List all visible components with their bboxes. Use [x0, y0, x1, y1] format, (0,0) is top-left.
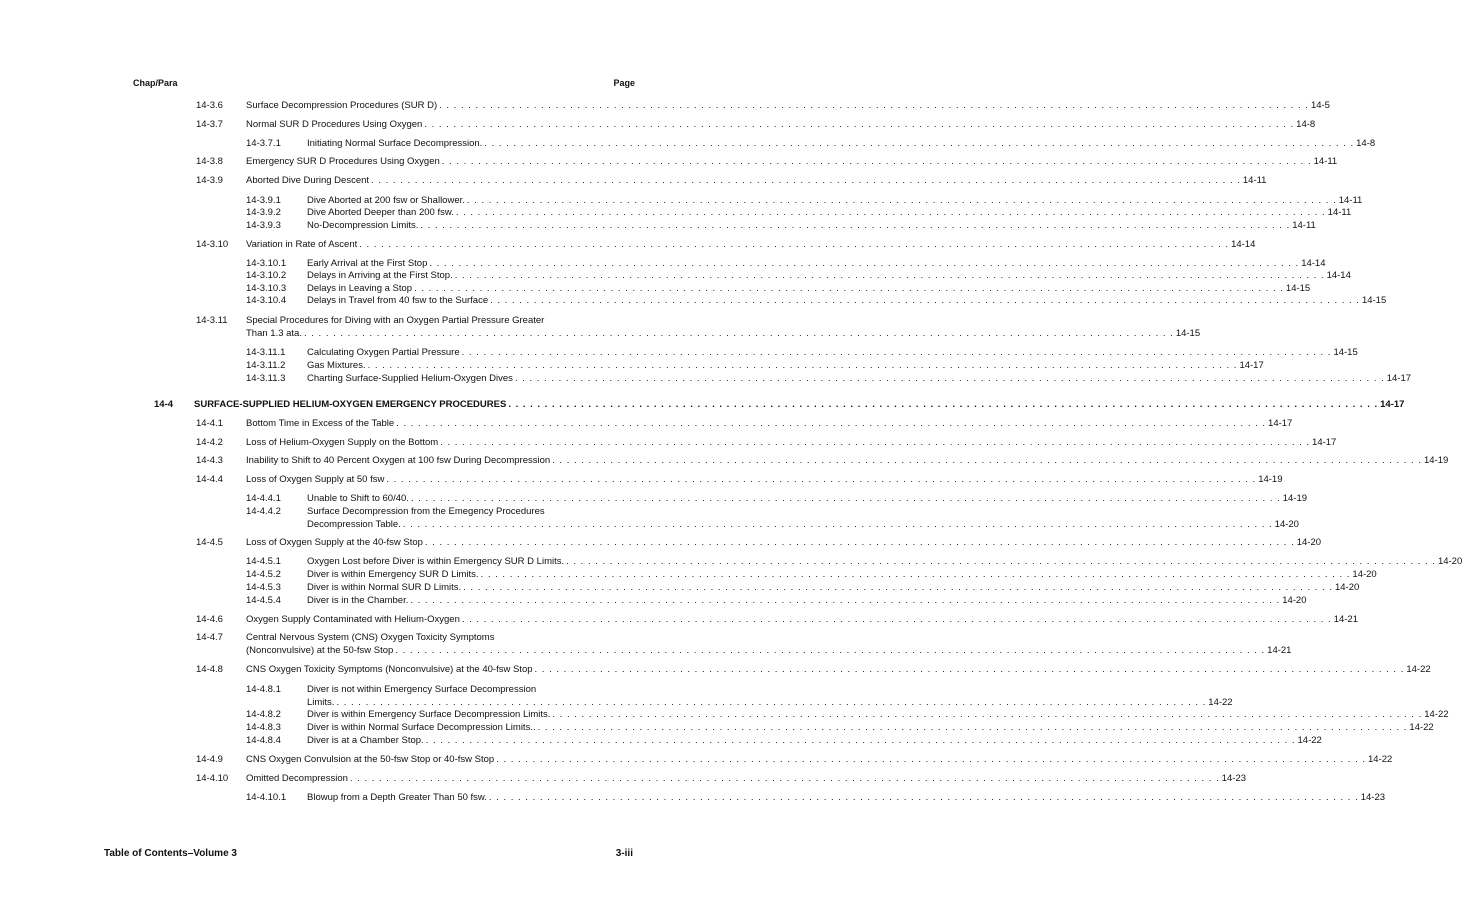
- toc-entry-page: 14-23: [1360, 792, 1386, 803]
- toc-entry-number: 14-3.11.2: [246, 360, 286, 371]
- dot-leader: . . . . . . . . . . . . . . . . . . . . . . . . . . . . . . . . . . . . . . . . . . . . . . . . . . . . . . . . . . . . . . . . . . . . . . . . . . . . . . . . . . . . . . . . . . . . . . . . . . . . . . . . . . . . . . . . . . . . . . . .: [402, 519, 1273, 530]
- toc-entry-number: 14-4.5: [196, 537, 223, 548]
- toc-entry-page: 14-20: [1437, 556, 1462, 567]
- dot-leader: . . . . . . . . . . . . . . . . . . . . . . . . . . . . . . . . . . . . . . . . . . . . . . . . . . . . . . . . . . . . . . . . . . . . . . . . . . . . . . . . . . . . . . . . . . . . . . . . . . . . . . . . . . . . . . . . . . . . . . . .: [461, 347, 1332, 358]
- header-page: Page: [613, 78, 635, 88]
- dot-leader: . . . . . . . . . . . . . . . . . . . . . . . . . . . . . . . . . . . . . . . . . . . . . . . . . . . . . . . . . . . . . . . . . . . . . . . . . . . . . . . . . . . . . . . . . . . . . . . . . . . . . . . . . . . . . . . . . . . . . . . .: [566, 556, 1436, 567]
- dot-leader: . . . . . . . . . . . . . . . . . . . . . . . . . . . . . . . . . . . . . . . . . . . . . . . . . . . . . . . . . . . . . . . . . . . . . . . . . . . . . . . . . . . . . . . . . . . . . . . . . . . . . . . . . . . . . . . . . . . . . . . .: [414, 283, 1284, 294]
- toc-entry-number: 14-4.4.1: [246, 493, 281, 504]
- dot-leader: . . . . . . . . . . . . . . . . . . . . . . . . . . . . . . . . . . . . . . . . . . . . . . . . . . . . . . . . . . . . . . . . . . . . . . . . . . . . . . . . . . . . . . . . . . . . . . . . . . . . . . . . . . . . . . . . . . . . . . . .: [484, 138, 1355, 149]
- dot-leader: . . . . . . . . . . . . . . . . . . . . . . . . . . . . . . . . . . . . . . . . . . . . . . . . . . . . . . . . . . . . . . . . . . . . . . . . . . . . . . . . . . . . . . . . . . . . . . . . . . . . . . . . . . . . . . . . . . . . . . . .: [371, 175, 1241, 186]
- toc-entry-number: 14-4.8.3: [246, 722, 281, 733]
- toc-entry-page: 14-22: [1297, 735, 1322, 746]
- toc-entry-title: CNS Oxygen Convulsion at the 50-fsw Stop or 40-fsw Stop: [246, 754, 495, 765]
- toc-entry-title: Delays in Travel from 40 fsw to the Surface: [307, 295, 489, 306]
- toc-entry: [0, 722, 1434, 735]
- toc-entry-number: 14-3.9: [196, 175, 223, 186]
- toc-entry-title: Delays in Arriving at the First Stop.: [307, 270, 453, 281]
- toc-entry-page: 14-5: [1310, 100, 1330, 111]
- toc-entry-page: 14-17: [1386, 373, 1412, 384]
- toc-entry: [0, 100, 1330, 113]
- toc-entry-page: 14-15: [1361, 295, 1387, 306]
- toc-entry: [0, 220, 1316, 233]
- toc-entry-page: 14-20: [1296, 537, 1322, 548]
- toc-entry-number: 14-3.10.4: [246, 295, 287, 306]
- toc-entry-title: Variation in Rate of Ascent: [246, 239, 358, 250]
- toc-entry-page: 14-21: [1267, 645, 1292, 656]
- toc-entry-page: 14-11: [1292, 220, 1316, 231]
- dot-leader: . . . . . . . . . . . . . . . . . . . . . . . . . . . . . . . . . . . . . . . . . . . . . . . . . . . . . . . . . . . . . . . . . . . . . . . . . . . . . . . . . . . . . . . . . . . . . . . . . . . . . . . . . . . . . . . . . . . . . . . .: [303, 328, 1174, 339]
- dot-leader: . . . . . . . . . . . . . . . . . . . . . . . . . . . . . . . . . . . . . . . . . . . . . . . . . . . . . . . . . . . . . . . . . . . . . . . . . . . . . . . . . . . . . . . . . . . . . . . . . . . . . . . . . . . . . . . . . . . . . . . .: [420, 220, 1291, 231]
- toc-entry: [0, 399, 1405, 412]
- toc-entry-number: 14-4.10.1: [246, 792, 287, 803]
- toc-entry-number: 14-4.8: [196, 664, 223, 675]
- toc-entry: [0, 207, 1352, 220]
- toc-entry: [0, 156, 1338, 169]
- toc-entry-title: Normal SUR D Procedures Using Oxygen: [246, 119, 423, 130]
- toc-entry-number: 14-3.10.1: [246, 258, 287, 269]
- toc-entry-title: Limits.: [307, 697, 335, 708]
- toc-entry-title: Unable to Shift to 60/40.: [307, 493, 409, 504]
- dot-leader: . . . . . . . . . . . . . . . . . . . . . . . . . . . . . . . . . . . . . . . . . . . . . . . . . . . . . . . . . . . . . . . . . . . . . . . . . . . . . . . . . . . . . . . . . . . . . . . . . . . . . . . . . . . . . . . . . . . . . . . .: [463, 582, 1333, 593]
- toc-entry-number: 14-4.5.1: [246, 556, 281, 567]
- toc-entry: [0, 664, 1431, 677]
- toc-entry: [0, 792, 1386, 805]
- toc-entry-title: Diver is in the Chamber.: [307, 595, 409, 606]
- toc-entry: [0, 455, 1449, 468]
- toc-entry-number: 14-3.9.3: [246, 220, 281, 231]
- toc-entry-page: 14-17: [1380, 399, 1405, 410]
- dot-leader: . . . . . . . . . . . . . . . . . . . . . . . . . . . . . . . . . . . . . . . . . . . . . . . . . . . . . . . . . . . . . . . . . . . . . . . . . . . . . . . . . . . . . . . . . . . . . . . . . . . . . . . . . . . . . . . . . . . . . . . .: [439, 100, 1309, 111]
- toc-entry-page: 14-14: [1231, 239, 1256, 250]
- toc-entry-page: 14-17: [1268, 418, 1293, 429]
- toc-entry: [0, 119, 1316, 132]
- toc-entry-number: 14-3.11.1: [246, 347, 286, 358]
- toc-entry-page: 14-14: [1301, 258, 1326, 269]
- toc-entry-title: Diver is within Normal SUR D Limits.: [307, 582, 462, 593]
- dot-leader: . . . . . . . . . . . . . . . . . . . . . . . . . . . . . . . . . . . . . . . . . . . . . . . . . . . . . . . . . . . . . . . . . . . . . . . . . . . . . . . . . . . . . . . . . . . . . . . . . . . . . . . . . . . . . . . . . . . . . . . .: [514, 373, 1385, 384]
- toc-entry: [0, 474, 1283, 487]
- toc-entry: [0, 295, 1387, 308]
- toc-entry-page: 14-22: [1409, 722, 1434, 733]
- dot-leader: . . . . . . . . . . . . . . . . . . . . . . . . . . . . . . . . . . . . . . . . . . . . . . . . . . . . . . . . . . . . . . . . . . . . . . . . . . . . . . . . . . . . . . . . . . . . . . . . . . . . . . . . . . . . . . . . . . . . . . . .: [424, 537, 1295, 548]
- toc-entry-page: 14-22: [1424, 709, 1449, 720]
- toc-entry-page: 14-20: [1334, 582, 1360, 593]
- toc-entry-page: 14-15: [1333, 347, 1358, 358]
- toc-entry-title: Bottom Time in Excess of the Table: [246, 418, 395, 429]
- toc-entry-title: Dive Aborted Deeper than 200 fsw.: [307, 207, 454, 218]
- dot-leader: . . . . . . . . . . . . . . . . . . . . . . . . . . . . . . . . . . . . . . . . . . . . . . . . . . . . . . . . . . . . . . . . . . . . . . . . . . . . . . . . . . . . . . . . . . . . . . . . . . . . . . . . . . . . . . . . . . . . . . . .: [410, 493, 1281, 504]
- toc-entry-title: Than 1.3 ata.: [246, 328, 302, 339]
- toc-entry-title: Inability to Shift to 40 Percent Oxygen at 100 fsw During Decompression: [246, 455, 551, 466]
- toc-entry-number: 14-4.5.2: [246, 569, 281, 580]
- toc-entry: [0, 347, 1358, 360]
- toc-entry-page: 14-15: [1175, 328, 1201, 339]
- toc-entry-title: Initiating Normal Surface Decompression.: [307, 138, 483, 149]
- dot-leader: . . . . . . . . . . . . . . . . . . . . . . . . . . . . . . . . . . . . . . . . . . . . . . . . . . . . . . . . . . . . . . . . . . . . . . . . . . . . . . . . . . . . . . . . . . . . . . . . . . . . . . . . . . . . . . . . . . . . . . . .: [424, 119, 1295, 130]
- toc-entry-title: Diver is at a Chamber Stop.: [307, 735, 424, 746]
- toc-entry-page: 14-19: [1423, 455, 1449, 466]
- toc-entry-number: 14-3.11: [196, 315, 228, 326]
- toc-entry: [0, 582, 1360, 595]
- toc-entry-page: 14-11: [1338, 195, 1363, 206]
- dot-leader: . . . . . . . . . . . . . . . . . . . . . . . . . . . . . . . . . . . . . . . . . . . . . . . . . . . . . . . . . . . . . . . . . . . . . . . . . . . . . . . . . . . . . . . . . . . . . . . . . . . . . . . . . . . . . . . . . . . . . . . .: [410, 595, 1281, 606]
- toc-entry-title: Surface Decompression Procedures (SUR D): [246, 100, 438, 111]
- dot-leader: . . . . . . . . . . . . . . . . . . . . . . . . . . . . . . . . . . . . . . . . . . . . . . . . . . . . . . . . . . . . . . . . . . . . . . . . . . . . . . . . . . . . . . . . . . . . . . . . . . . . . . . . . . . . . . . . . . . . . . . .: [534, 664, 1405, 675]
- toc-entry-page: 14-23: [1221, 773, 1247, 784]
- dot-leader: . . . . . . . . . . . . . . . . . . . . . . . . . . . . . . . . . . . . . . . . . . . . . . . . . . . . . . . . . . . . . . . . . . . . . . . . . . . . . . . . . . . . . . . . . . . . . . . . . . . . . . . . . . . . . . . . . . . . . . . .: [508, 399, 1379, 410]
- toc-entry-page: 14-8: [1296, 119, 1316, 130]
- dot-leader: . . . . . . . . . . . . . . . . . . . . . . . . . . . . . . . . . . . . . . . . . . . . . . . . . . . . . . . . . . . . . . . . . . . . . . . . . . . . . . . . . . . . . . . . . . . . . . . . . . . . . . . . . . . . . . . . . . . . . . . .: [490, 295, 1360, 306]
- toc-entry-page: 14-17: [1239, 360, 1264, 371]
- toc-entry-title: Loss of Oxygen Supply at 50 fsw: [246, 474, 385, 485]
- toc-entry-number: 14-3.7.1: [246, 138, 281, 149]
- toc-entry-page: 14-19: [1258, 474, 1283, 485]
- toc-entry: [0, 418, 1293, 431]
- toc-entry: [0, 709, 1449, 722]
- dot-leader: . . . . . . . . . . . . . . . . . . . . . . . . . . . . . . . . . . . . . . . . . . . . . . . . . . . . . . . . . . . . . . . . . . . . . . . . . . . . . . . . . . . . . . . . . . . . . . . . . . . . . . . . . . . . . . . . . . . . . . . .: [429, 258, 1300, 269]
- toc-entry-page: 14-17: [1312, 437, 1337, 448]
- toc-entry-title: Loss of Helium-Oxygen Supply on the Bottom: [246, 437, 439, 448]
- toc-entry-page: 14-22: [1208, 697, 1233, 708]
- toc-entry-number: 14-3.9.2: [246, 207, 281, 218]
- dot-leader: . . . . . . . . . . . . . . . . . . . . . . . . . . . . . . . . . . . . . . . . . . . . . . . . . . . . . . . . . . . . . . . . . . . . . . . . . . . . . . . . . . . . . . . . . . . . . . . . . . . . . . . . . . . . . . . . . . . . . . . .: [480, 569, 1351, 580]
- toc-entry-number: 14-4.5.4: [246, 595, 281, 606]
- toc-entry-page: 14-11: [1327, 207, 1352, 218]
- toc-entry-number: 14-3.10.3: [246, 283, 287, 294]
- toc-entry-title: Omitted Decompression: [246, 773, 348, 784]
- toc-entry-page: 14-14: [1326, 270, 1351, 281]
- toc-entry-number: 14-3.6: [196, 100, 223, 111]
- toc-entry-number: 14-3.11.3: [246, 373, 286, 384]
- toc-entry-title: Decompression Table.: [307, 519, 401, 530]
- dot-leader: . . . . . . . . . . . . . . . . . . . . . . . . . . . . . . . . . . . . . . . . . . . . . . . . . . . . . . . . . . . . . . . . . . . . . . . . . . . . . . . . . . . . . . . . . . . . . . . . . . . . . . . . . . . . . . . . . . . . . . . .: [455, 207, 1326, 218]
- toc-entry-title: SURFACE-SUPPLIED HELIUM-OXYGEN EMERGENCY PROCEDURES: [194, 399, 507, 410]
- toc-entry-title: Oxygen Supply Contaminated with Helium-Oxygen: [246, 614, 460, 625]
- toc-entry-number: 14-4.4: [196, 474, 223, 485]
- toc-entry: [0, 684, 1233, 710]
- toc-entry-number: 14-4.4.2: [246, 506, 281, 517]
- toc-entry-page: 14-15: [1285, 283, 1311, 294]
- toc-entry-title: Diver is within Normal Surface Decompression Limits..: [307, 722, 536, 733]
- toc-entry-number: 14-3.7: [196, 119, 223, 130]
- toc-entry: [0, 595, 1307, 608]
- toc-entry: [0, 506, 1299, 532]
- toc-entry-number: 14-3.10.2: [246, 270, 287, 281]
- toc-entry-title: Diver is within Emergency Surface Decompression Limits.: [307, 709, 551, 720]
- dot-leader: . . . . . . . . . . . . . . . . . . . . . . . . . . . . . . . . . . . . . . . . . . . . . . . . . . . . . . . . . . . . . . . . . . . . . . . . . . . . . . . . . . . . . . . . . . . . . . . . . . . . . . . . . . . . . . . . . . . . . . . .: [552, 455, 1422, 466]
- toc-entry-title: Loss of Oxygen Supply at the 40-fsw Stop: [246, 537, 423, 548]
- toc-entry-title-line1: Diver is not within Emergency Surface Decompression: [307, 684, 537, 695]
- toc-entry: [0, 175, 1267, 188]
- toc-entry-page: 14-20: [1282, 595, 1307, 606]
- dot-leader: . . . . . . . . . . . . . . . . . . . . . . . . . . . . . . . . . . . . . . . . . . . . . . . . . . . . . . . . . . . . . . . . . . . . . . . . . . . . . . . . . . . . . . . . . . . . . . . . . . . . . . . . . . . . . . . . . . . . . . . .: [552, 709, 1423, 720]
- dot-leader: . . . . . . . . . . . . . . . . . . . . . . . . . . . . . . . . . . . . . . . . . . . . . . . . . . . . . . . . . . . . . . . . . . . . . . . . . . . . . . . . . . . . . . . . . . . . . . . . . . . . . . . . . . . . . . . . . . . . . . . .: [396, 418, 1267, 429]
- dot-leader: . . . . . . . . . . . . . . . . . . . . . . . . . . . . . . . . . . . . . . . . . . . . . . . . . . . . . . . . . . . . . . . . . . . . . . . . . . . . . . . . . . . . . . . . . . . . . . . . . . . . . . . . . . . . . . . . . . . . . . . .: [359, 239, 1230, 250]
- toc-entry-number: 14-4.8.1: [246, 684, 281, 695]
- toc-entry: [0, 632, 1292, 658]
- toc-entry: [0, 373, 1412, 386]
- toc-entry: [0, 614, 1358, 627]
- dot-leader: . . . . . . . . . . . . . . . . . . . . . . . . . . . . . . . . . . . . . . . . . . . . . . . . . . . . . . . . . . . . . . . . . . . . . . . . . . . . . . . . . . . . . . . . . . . . . . . . . . . . . . . . . . . . . . . . . . . . . . . .: [488, 792, 1359, 803]
- toc-entry-page: 14-20: [1352, 569, 1377, 580]
- toc-entry-number: 14-4.8.4: [246, 735, 281, 746]
- dot-leader: . . . . . . . . . . . . . . . . . . . . . . . . . . . . . . . . . . . . . . . . . . . . . . . . . . . . . . . . . . . . . . . . . . . . . . . . . . . . . . . . . . . . . . . . . . . . . . . . . . . . . . . . . . . . . . . . . . . . . . . .: [425, 735, 1296, 746]
- toc-entry: [0, 773, 1247, 786]
- toc-entry-title-line1: Surface Decompression from the Emegency Procedures: [307, 506, 545, 517]
- toc-entry: [0, 270, 1351, 283]
- toc-entry-number: 14-4.3: [196, 455, 223, 466]
- toc-entry-page: 14-21: [1333, 614, 1358, 625]
- toc-entry: [0, 569, 1377, 582]
- toc-entry-number: 14-4.7: [196, 632, 223, 643]
- toc-entry-title-line1: Special Procedures for Diving with an Oxygen Partial Pressure Greater: [246, 315, 545, 326]
- toc-entry-number: 14-4.1: [196, 418, 223, 429]
- toc-entry: [0, 239, 1256, 252]
- toc-entry-title-line1: Central Nervous System (CNS) Oxygen Toxicity Symptoms: [246, 632, 495, 643]
- toc-entry-title: Gas Mixtures.: [307, 360, 366, 371]
- toc-entry-page: 14-8: [1356, 138, 1376, 149]
- toc-entry-title: Blowup from a Depth Greater Than 50 fsw.: [307, 792, 487, 803]
- dot-leader: . . . . . . . . . . . . . . . . . . . . . . . . . . . . . . . . . . . . . . . . . . . . . . . . . . . . . . . . . . . . . . . . . . . . . . . . . . . . . . . . . . . . . . . . . . . . . . . . . . . . . . . . . . . . . . . . . . . . . . . .: [461, 614, 1332, 625]
- toc-entry-title: Diver is within Emergency SUR D Limits.: [307, 569, 479, 580]
- dot-leader: . . . . . . . . . . . . . . . . . . . . . . . . . . . . . . . . . . . . . . . . . . . . . . . . . . . . . . . . . . . . . . . . . . . . . . . . . . . . . . . . . . . . . . . . . . . . . . . . . . . . . . . . . . . . . . . . . . . . . . . .: [454, 270, 1325, 281]
- toc-entry-title: CNS Oxygen Toxicity Symptoms (Nonconvulsive) at the 40-fsw Stop: [246, 664, 533, 675]
- toc-entry-page: 14-22: [1368, 754, 1393, 765]
- toc-entry-number: 14-4: [154, 399, 174, 410]
- header-chap-para: Chap/Para: [133, 78, 178, 88]
- dot-leader: . . . . . . . . . . . . . . . . . . . . . . . . . . . . . . . . . . . . . . . . . . . . . . . . . . . . . . . . . . . . . . . . . . . . . . . . . . . . . . . . . . . . . . . . . . . . . . . . . . . . . . . . . . . . . . . . . . . . . . . .: [441, 156, 1312, 167]
- toc-entry: [0, 315, 1201, 341]
- toc-entry-number: 14-4.2: [196, 437, 223, 448]
- toc-entry-title: Charting Surface-Supplied Helium-Oxygen Dives: [307, 373, 513, 384]
- toc-entry: [0, 754, 1393, 767]
- toc-entry: [0, 138, 1376, 151]
- toc-entry-number: 14-3.9.1: [246, 195, 281, 206]
- toc-entry-title: Dive Aborted at 200 fsw or Shallower.: [307, 195, 465, 206]
- toc-entry-page: 14-11: [1242, 175, 1267, 186]
- toc-entry-title: Early Arrival at the First Stop: [307, 258, 428, 269]
- footer-page-number: 3-iii: [615, 848, 633, 859]
- dot-leader: . . . . . . . . . . . . . . . . . . . . . . . . . . . . . . . . . . . . . . . . . . . . . . . . . . . . . . . . . . . . . . . . . . . . . . . . . . . . . . . . . . . . . . . . . . . . . . . . . . . . . . . . . . . . . . . . . . . . . . . .: [537, 722, 1408, 733]
- toc-entry: [0, 735, 1322, 748]
- toc-entry-title: (Nonconvulsive) at the 50-fsw Stop: [246, 645, 394, 656]
- toc-entry: [0, 360, 1264, 373]
- toc-entry-page: 14-11: [1313, 156, 1338, 167]
- toc-entry-number: 14-4.10: [196, 773, 229, 784]
- toc-entry-title: No-Decompression Limits.: [307, 220, 419, 231]
- toc-entry-number: 14-3.8: [196, 156, 223, 167]
- toc-entry-title: Oxygen Lost before Diver is within Emergency SUR D Limits.: [307, 556, 565, 567]
- dot-leader: . . . . . . . . . . . . . . . . . . . . . . . . . . . . . . . . . . . . . . . . . . . . . . . . . . . . . . . . . . . . . . . . . . . . . . . . . . . . . . . . . . . . . . . . . . . . . . . . . . . . . . . . . . . . . . . . . . . . . . . .: [466, 195, 1337, 206]
- dot-leader: . . . . . . . . . . . . . . . . . . . . . . . . . . . . . . . . . . . . . . . . . . . . . . . . . . . . . . . . . . . . . . . . . . . . . . . . . . . . . . . . . . . . . . . . . . . . . . . . . . . . . . . . . . . . . . . . . . . . . . . .: [386, 474, 1257, 485]
- toc-entry: [0, 437, 1337, 450]
- toc-entry-number: 14-3.10: [196, 239, 229, 250]
- dot-leader: . . . . . . . . . . . . . . . . . . . . . . . . . . . . . . . . . . . . . . . . . . . . . . . . . . . . . . . . . . . . . . . . . . . . . . . . . . . . . . . . . . . . . . . . . . . . . . . . . . . . . . . . . . . . . . . . . . . . . . . .: [395, 645, 1266, 656]
- toc-entry-page: 14-22: [1406, 664, 1431, 675]
- toc-entry-title: Emergency SUR D Procedures Using Oxygen: [246, 156, 440, 167]
- dot-leader: . . . . . . . . . . . . . . . . . . . . . . . . . . . . . . . . . . . . . . . . . . . . . . . . . . . . . . . . . . . . . . . . . . . . . . . . . . . . . . . . . . . . . . . . . . . . . . . . . . . . . . . . . . . . . . . . . . . . . . . .: [336, 697, 1207, 708]
- toc-entry-number: 14-4.6: [196, 614, 223, 625]
- toc-entry-number: 14-4.9: [196, 754, 223, 765]
- toc-entry: [0, 537, 1322, 550]
- dot-leader: . . . . . . . . . . . . . . . . . . . . . . . . . . . . . . . . . . . . . . . . . . . . . . . . . . . . . . . . . . . . . . . . . . . . . . . . . . . . . . . . . . . . . . . . . . . . . . . . . . . . . . . . . . . . . . . . . . . . . . . .: [440, 437, 1311, 448]
- toc-entry-title: Delays in Leaving a Stop: [307, 283, 413, 294]
- toc-entry: [0, 556, 1462, 569]
- toc-entry-page: 14-19: [1282, 493, 1308, 504]
- toc-entry: [0, 493, 1308, 506]
- toc-entry-title: Aborted Dive During Descent: [246, 175, 370, 186]
- toc-entry-title: Calculating Oxygen Partial Pressure: [307, 347, 460, 358]
- dot-leader: . . . . . . . . . . . . . . . . . . . . . . . . . . . . . . . . . . . . . . . . . . . . . . . . . . . . . . . . . . . . . . . . . . . . . . . . . . . . . . . . . . . . . . . . . . . . . . . . . . . . . . . . . . . . . . . . . . . . . . . .: [367, 360, 1238, 371]
- toc-entry-number: 14-4.8.2: [246, 709, 281, 720]
- dot-leader: . . . . . . . . . . . . . . . . . . . . . . . . . . . . . . . . . . . . . . . . . . . . . . . . . . . . . . . . . . . . . . . . . . . . . . . . . . . . . . . . . . . . . . . . . . . . . . . . . . . . . . . . . . . . . . . . . . . . . . . .: [349, 773, 1220, 784]
- dot-leader: . . . . . . . . . . . . . . . . . . . . . . . . . . . . . . . . . . . . . . . . . . . . . . . . . . . . . . . . . . . . . . . . . . . . . . . . . . . . . . . . . . . . . . . . . . . . . . . . . . . . . . . . . . . . . . . . . . . . . . . .: [496, 754, 1367, 765]
- toc-entry-page: 14-20: [1274, 519, 1299, 530]
- toc-entry-number: 14-4.5.3: [246, 582, 281, 593]
- footer-title: Table of Contents–Volume 3: [104, 848, 237, 859]
